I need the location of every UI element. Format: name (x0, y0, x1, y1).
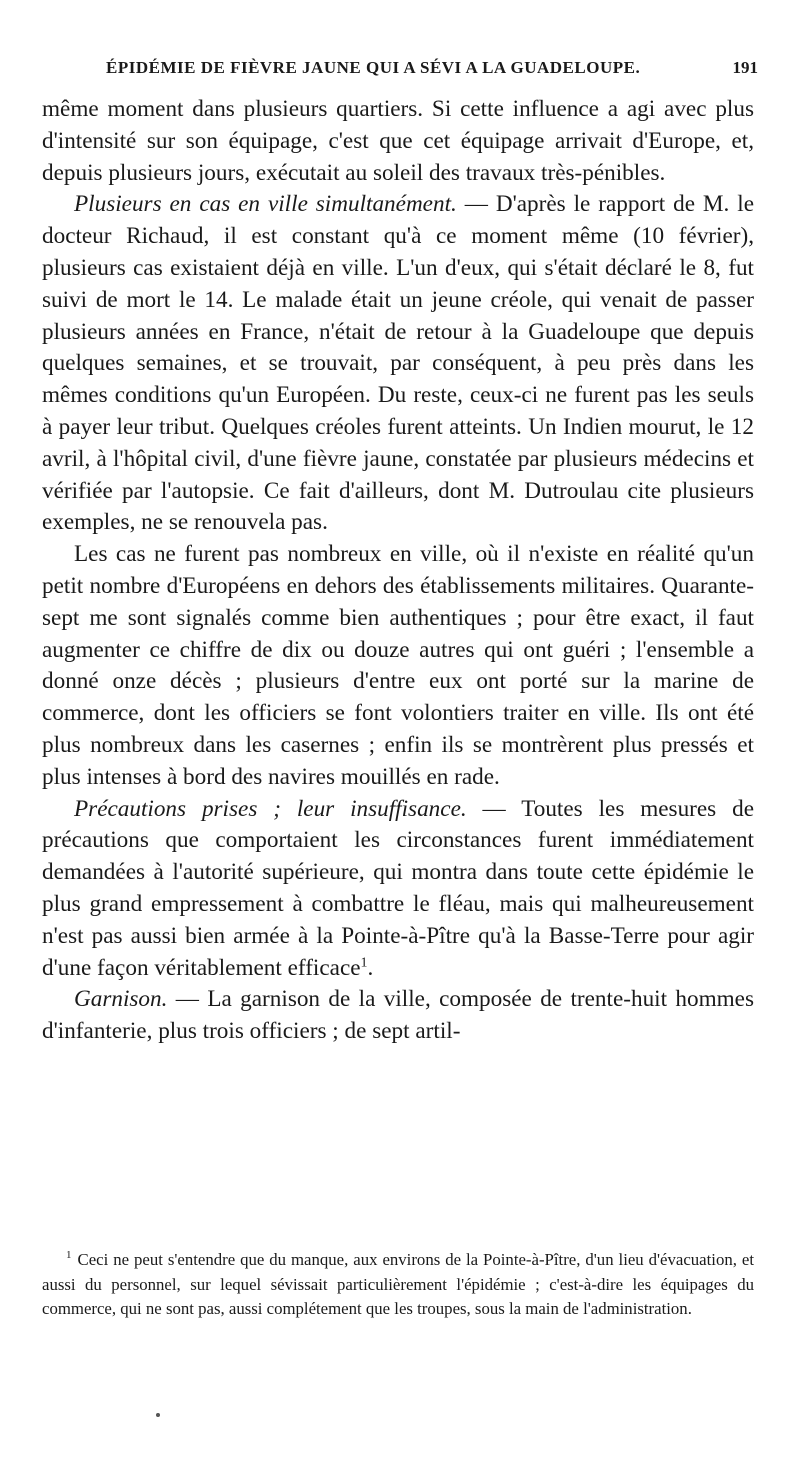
paragraph-1-text: même moment dans plusieurs quartiers. Si cette influence a agi avec plus d'intensité sur son équipage, c'est que cet équipage arrivait d'Europe, et, depuis plusieurs jours, exécutait au soleil des travaux très-pénibles. (42, 96, 754, 186)
paragraph-4-text: — Toutes les mesures de précautions que comportaient les circonstances furent immédiatement demandées à l'autorité supérieure, qui montra dans toute cette épidémie le plus grand empressement à combattre le fléau, mais qui malheureusement n'est pas aussi bien armée à la Pointe-à-Pître qu'à la Basse-Terre pour agir d'une façon véritablement efficace (42, 795, 754, 981)
paragraph-4-tail: . (367, 954, 374, 981)
page-number: 191 (732, 58, 758, 77)
paragraph-4 (42, 794, 754, 985)
footnote-1 (42, 1248, 754, 1322)
footnote-reference[interactable]: 1 (360, 954, 368, 970)
paragraph-3 (42, 539, 754, 793)
footnote-mark: 1 (66, 1249, 72, 1262)
print-speck (156, 1413, 160, 1417)
paragraph-3-text: Les cas ne furent pas nombreux en ville, où il n'existe en réalité qu'un petit nombre d'Européens en dehors des établissements militaires. Quarante-sept me sont signalés comme bien authentiques ; pour être exact, il faut augmenter ce chiffre de dix ou douze autres qui ont guéri ; l'ensemble a donné onze décès ; plusieurs d'entre eux ont porté sur la marine de commerce, dont les officiers se font volontiers traiter en ville. Ils ont été plus nombreux dans les casernes ; enfin ils se montrèrent plus pressés et plus intenses à bord des navires mouillés en rade. (42, 541, 754, 790)
book-page (42, 58, 758, 1448)
footnotes (42, 1248, 754, 1322)
paragraph-1 (42, 94, 754, 189)
paragraph-2-text: — D'après le rapport de M. le docteur Richaud, il est constant qu'à ce moment même (10 février), plusieurs cas existaient déjà en ville. L'un d'eux, qui s'était déclaré le 8, fut suivi de mort le 14. Le malade était un jeune créole, qui venait de passer plusieurs années en France, n'était de retour à la Guadeloupe que depuis quelques semaines, et se trouvait, par conséquent, à peu près dans les mêmes conditions qu'un Européen. Du reste, ceux-ci ne furent pas les seuls à payer leur tribut. Quelques créoles furent atteints. Un Indien mourut, le 12 avril, à l'hôpital civil, d'une fièvre jaune, constatée par plusieurs médecins et vérifiée par l'autopsie. Ce fait d'ailleurs, dont M. Dutroulau cite plusieurs exemples, ne se renouvela pas. (42, 191, 754, 536)
paragraph-5 (42, 984, 754, 1048)
paragraph-5-heading: Garnison. (74, 986, 168, 1013)
paragraph-4-heading: Précautions prises ; leur insuffisance. (74, 795, 467, 822)
paragraph-2 (42, 189, 754, 539)
paragraph-5-text: — La garnison de la ville, composée de trente-huit hommes d'infanterie, plus trois officiers ; de sept artil- (42, 986, 754, 1045)
footnote-text: Ceci ne peut s'entendre que du manque, aux environs de la Pointe-à-Pître, d'un lieu d'évacuation, et aussi du personnel, sur lequel sévissait particulièrement l'épidémie ; c'est-à-dire les équipages du commerce, qui ne sont pas, aussi complétement que les troupes, sous la main de l'administration. (42, 1250, 754, 1318)
paragraph-2-heading: Plusieurs en cas en ville simultanément. (74, 191, 457, 218)
body-text (42, 94, 754, 1048)
running-head (42, 58, 758, 92)
running-title: ÉPIDÉMIE DE FIÈVRE JAUNE QUI A SÉVI A LA GUADELOUPE. (106, 58, 641, 77)
